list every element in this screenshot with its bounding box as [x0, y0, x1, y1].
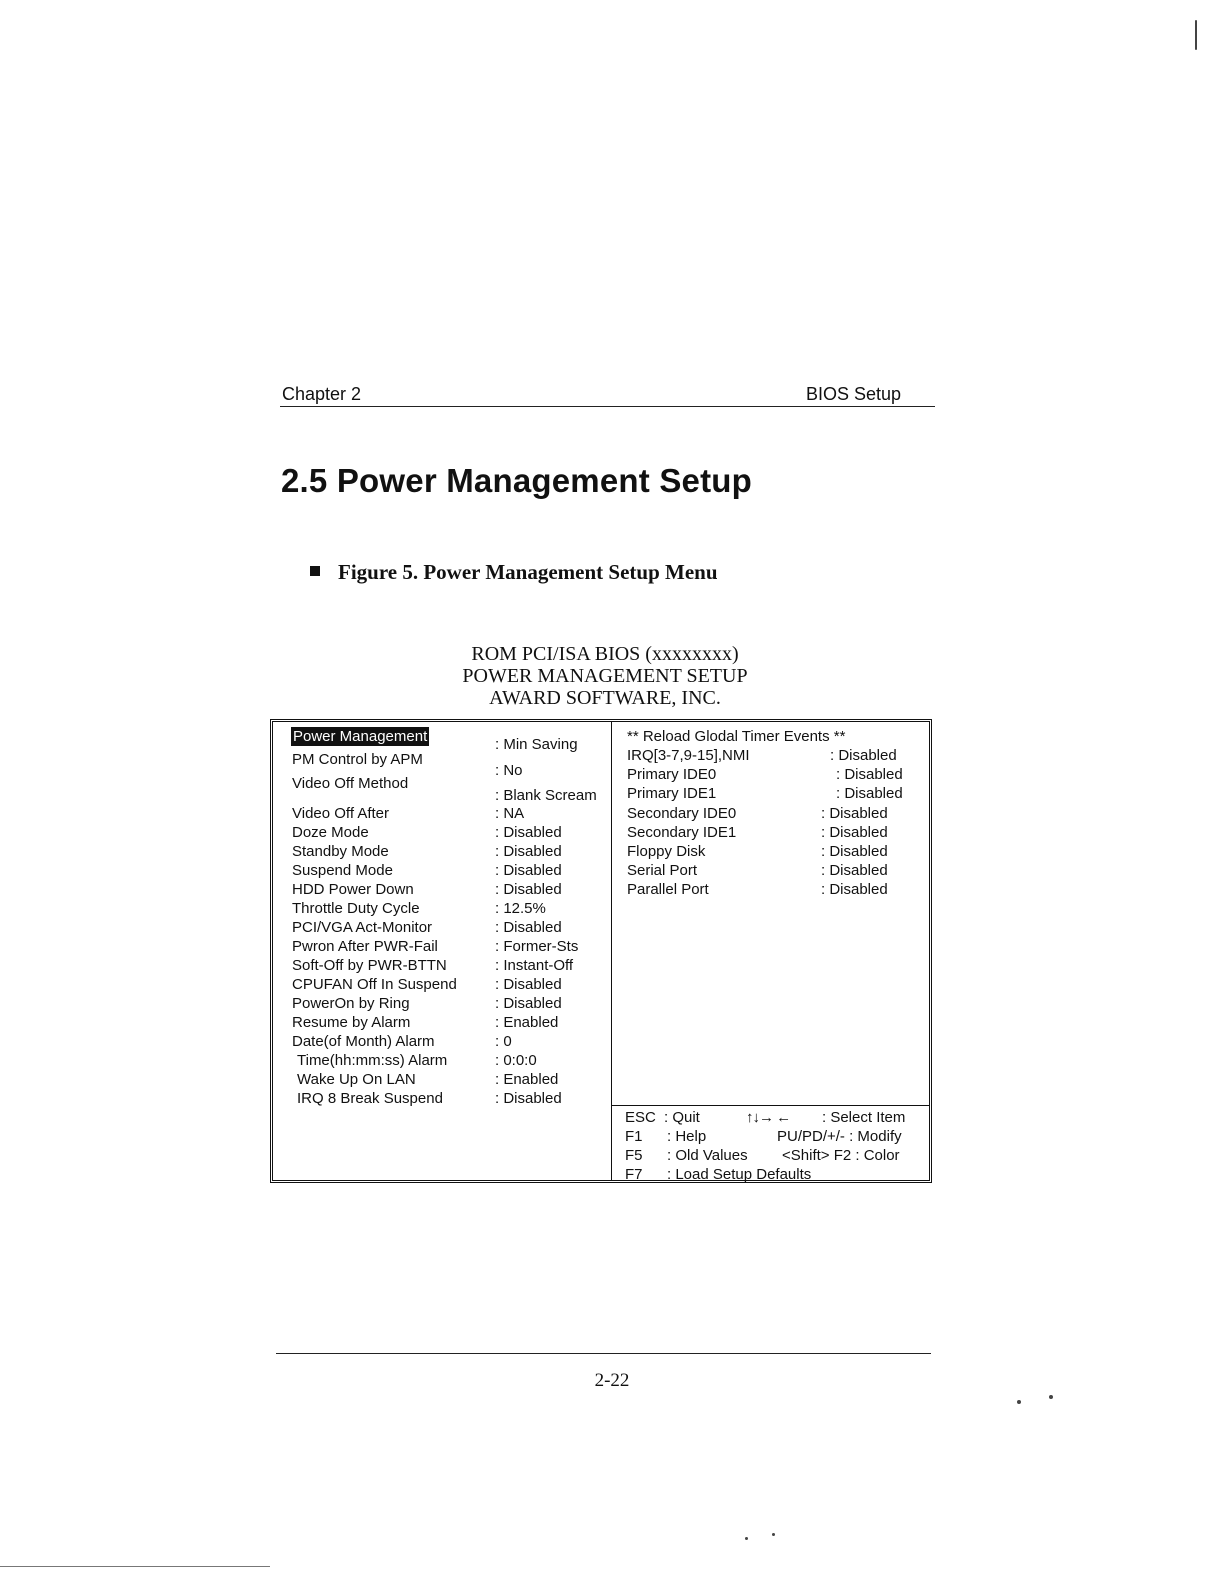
scan-speck: [1017, 1400, 1021, 1404]
menu-item-label[interactable]: Video Off Method: [292, 775, 409, 792]
menu-item-label[interactable]: Pwron After PWR-Fail: [292, 938, 438, 955]
menu-item-label[interactable]: Resume by Alarm: [292, 1014, 411, 1031]
menu-item-value[interactable]: : No: [495, 762, 523, 779]
column-divider: [611, 722, 612, 1180]
menu-item-label[interactable]: PowerOn by Ring: [292, 995, 410, 1012]
timer-event-label[interactable]: Serial Port: [627, 862, 698, 879]
scan-speck: [1049, 1395, 1053, 1399]
menu-item-value[interactable]: : Blank Scream: [495, 787, 597, 804]
timer-event-label[interactable]: Floppy Disk: [627, 843, 706, 860]
f1-key-text: : Help: [667, 1128, 707, 1145]
menu-item-value[interactable]: : Instant-Off: [495, 957, 574, 974]
menu-item-label[interactable]: Throttle Duty Cycle: [292, 900, 420, 917]
bios-header-line-1: ROM PCI/ISA BIOS (xxxxxxxx): [471, 643, 739, 665]
navigation-arrows-icon: ↑↓→ ←: [746, 1109, 791, 1126]
f7-key-label: F7: [625, 1166, 643, 1183]
figure-caption: [310, 560, 718, 585]
timer-event-value[interactable]: : Disabled: [821, 805, 888, 822]
timer-event-value[interactable]: : Disabled: [821, 843, 888, 860]
menu-item-value[interactable]: : Disabled: [495, 881, 562, 898]
timer-event-label[interactable]: Parallel Port: [627, 881, 709, 898]
figure-caption-text: Figure 5. Power Management Setup Menu: [338, 560, 718, 584]
menu-item-value[interactable]: : 0:0:0: [495, 1052, 537, 1069]
scan-speck: [745, 1537, 748, 1540]
menu-item-label[interactable]: Time(hh:mm:ss) Alarm: [297, 1052, 448, 1069]
menu-item-label[interactable]: PCI/VGA Act-Monitor: [292, 919, 433, 936]
timer-event-value[interactable]: : Disabled: [821, 862, 888, 879]
menu-item-label[interactable]: Date(of Month) Alarm: [292, 1033, 435, 1050]
menu-item-value[interactable]: : Disabled: [495, 824, 562, 841]
bios-header-line-2: POWER MANAGEMENT SETUP: [462, 665, 748, 687]
menu-item-value[interactable]: : Disabled: [495, 1090, 562, 1107]
timer-event-value[interactable]: : Disabled: [830, 747, 897, 764]
menu-item-label[interactable]: Video Off After: [292, 805, 390, 822]
menu-item-label[interactable]: CPUFAN Off In Suspend: [292, 976, 457, 993]
timer-event-label[interactable]: IRQ[3-7,9-15],NMI: [627, 747, 750, 764]
menu-item-label[interactable]: Wake Up On LAN: [297, 1071, 416, 1088]
timer-event-label[interactable]: Secondary IDE0: [627, 805, 737, 822]
page-title: 2.5 Power Management Setup: [281, 462, 752, 499]
menu-item-label[interactable]: Standby Mode: [292, 843, 389, 860]
menu-item-value[interactable]: : Former-Sts: [495, 938, 579, 955]
menu-item-label[interactable]: Doze Mode: [292, 824, 369, 841]
section-header-label: BIOS Setup: [806, 384, 902, 404]
bios-header-line-3: AWARD SOFTWARE, INC.: [489, 687, 721, 709]
color-text: <Shift> F2 : Color: [782, 1147, 900, 1164]
timer-event-label[interactable]: Secondary IDE1: [627, 824, 737, 841]
f5-key-text: : Old Values: [667, 1147, 748, 1164]
chapter-label: Chapter 2: [282, 384, 362, 404]
timer-events-title: ** Reload Glodal Timer Events **: [627, 728, 846, 745]
menu-item-value[interactable]: : Enabled: [495, 1014, 559, 1031]
timer-event-value[interactable]: : Disabled: [821, 881, 888, 898]
menu-item-label[interactable]: IRQ 8 Break Suspend: [297, 1090, 443, 1107]
menu-item-value[interactable]: : Disabled: [495, 919, 562, 936]
scan-speck: [1195, 20, 1197, 50]
menu-item-value[interactable]: : Disabled: [495, 843, 562, 860]
esc-key-label: ESC: [625, 1109, 656, 1126]
help-divider: [611, 1105, 929, 1106]
menu-item-value[interactable]: : 12.5%: [495, 900, 546, 917]
menu-item-value[interactable]: : Min Saving: [495, 736, 578, 753]
scan-speck: [772, 1533, 775, 1536]
f1-key-label: F1: [625, 1128, 643, 1145]
menu-item-label[interactable]: PM Control by APM: [292, 751, 423, 768]
menu-item-label[interactable]: HDD Power Down: [292, 881, 414, 898]
timer-event-label[interactable]: Primary IDE0: [627, 766, 717, 783]
footer-rule: [276, 1353, 931, 1354]
select-item-text: : Select Item: [822, 1109, 906, 1126]
menu-item-label-selected[interactable]: Power Management: [293, 728, 428, 745]
menu-item-value[interactable]: : 0: [495, 1033, 512, 1050]
f7-key-text: : Load Setup Defaults: [667, 1166, 812, 1183]
scan-edge-line: [0, 1566, 270, 1567]
timer-event-value[interactable]: : Disabled: [836, 785, 903, 802]
timer-event-value[interactable]: : Disabled: [821, 824, 888, 841]
modify-text: PU/PD/+/- : Modify: [777, 1128, 902, 1145]
bios-setup-screen: [270, 719, 932, 1183]
menu-item-value[interactable]: : Disabled: [495, 976, 562, 993]
timer-event-value[interactable]: : Disabled: [836, 766, 903, 783]
menu-item-value[interactable]: : NA: [495, 805, 525, 822]
menu-item-label[interactable]: Suspend Mode: [292, 862, 393, 879]
esc-key-text: : Quit: [664, 1109, 700, 1126]
menu-item-value[interactable]: : Disabled: [495, 862, 562, 879]
menu-item-value[interactable]: : Enabled: [495, 1071, 559, 1088]
bullet-icon: [310, 566, 320, 576]
menu-item-label[interactable]: Soft-Off by PWR-BTTN: [292, 957, 447, 974]
header-rule: [280, 406, 935, 407]
page-number: 2-22: [594, 1370, 630, 1391]
f5-key-label: F5: [625, 1147, 643, 1164]
timer-event-label[interactable]: Primary IDE1: [627, 785, 717, 802]
menu-item-value[interactable]: : Disabled: [495, 995, 562, 1012]
